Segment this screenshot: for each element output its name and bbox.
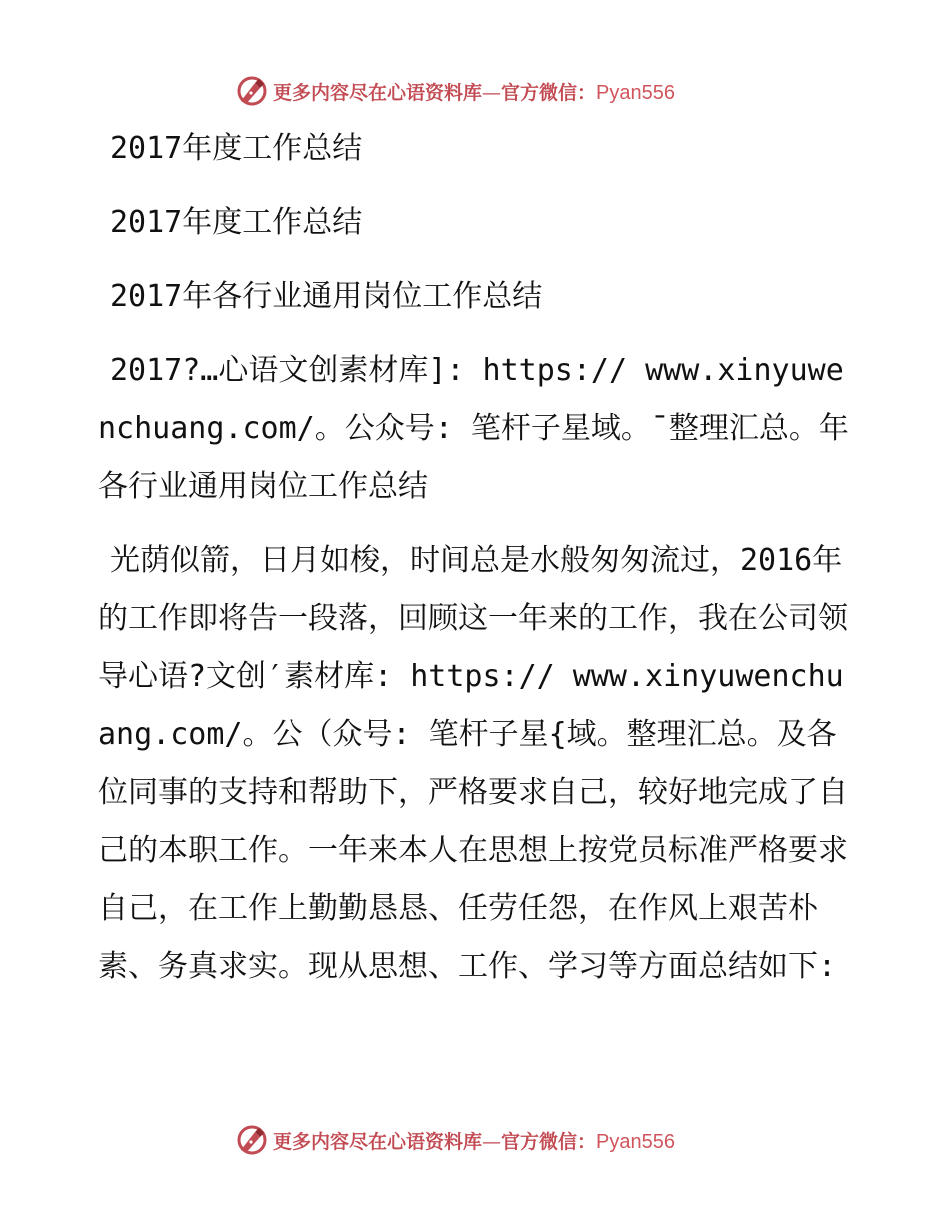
paragraph-2: 光荫似箭，日月如梭，时间总是水般匆匆流过，2016年的工作即将告一段落，回顾这一年来的工作，我在公司领导心语?文创′素材库: https:// www.xinyuwenchuang.com/。公（众号: 笔杆子星{域。整理汇总。及各位同事的支持和帮助下，严格要求自己，较好地完成了自己的本职工作。一年来本人在思想上按党员标准严格要求自己，在工作上勤勤恳恳、任劳任怨，在作风上艰苦朴素、务真求实。现从思想、工作、学习等方面总结如下: [98,543,848,984]
paragraph-1: 2017?…心语文创素材库]: https:// www.xinyuwenchuang.com/。公众号: 笔杆子星域。¯整理汇总。年各行业通用岗位工作总结 [98,353,849,504]
document-body [98,120,858,1012]
title-line-3: 2017年各行业通用岗位工作总结 [110,279,543,314]
title-line-1: 2017年度工作总结 [110,131,363,166]
footer-watermark [235,1122,715,1158]
header-watermark [235,73,715,109]
watermark-wechat-id: Pyan556 [596,81,675,104]
watermark-wechat-id: Pyan556 [596,1130,675,1153]
watermark-separator: — [482,1130,502,1153]
title-line-2: 2017年度工作总结 [110,205,363,240]
watermark-text: 更多内容尽在心语资料库 [273,81,483,104]
pen-nib-logo-icon [235,74,269,108]
pen-nib-logo-icon [235,1123,269,1157]
watermark-text: 更多内容尽在心语资料库 [273,1130,483,1153]
watermark-wechat-label: 官方微信： [501,1130,597,1153]
watermark-separator: — [482,81,502,104]
watermark-wechat-label: 官方微信： [501,81,597,104]
